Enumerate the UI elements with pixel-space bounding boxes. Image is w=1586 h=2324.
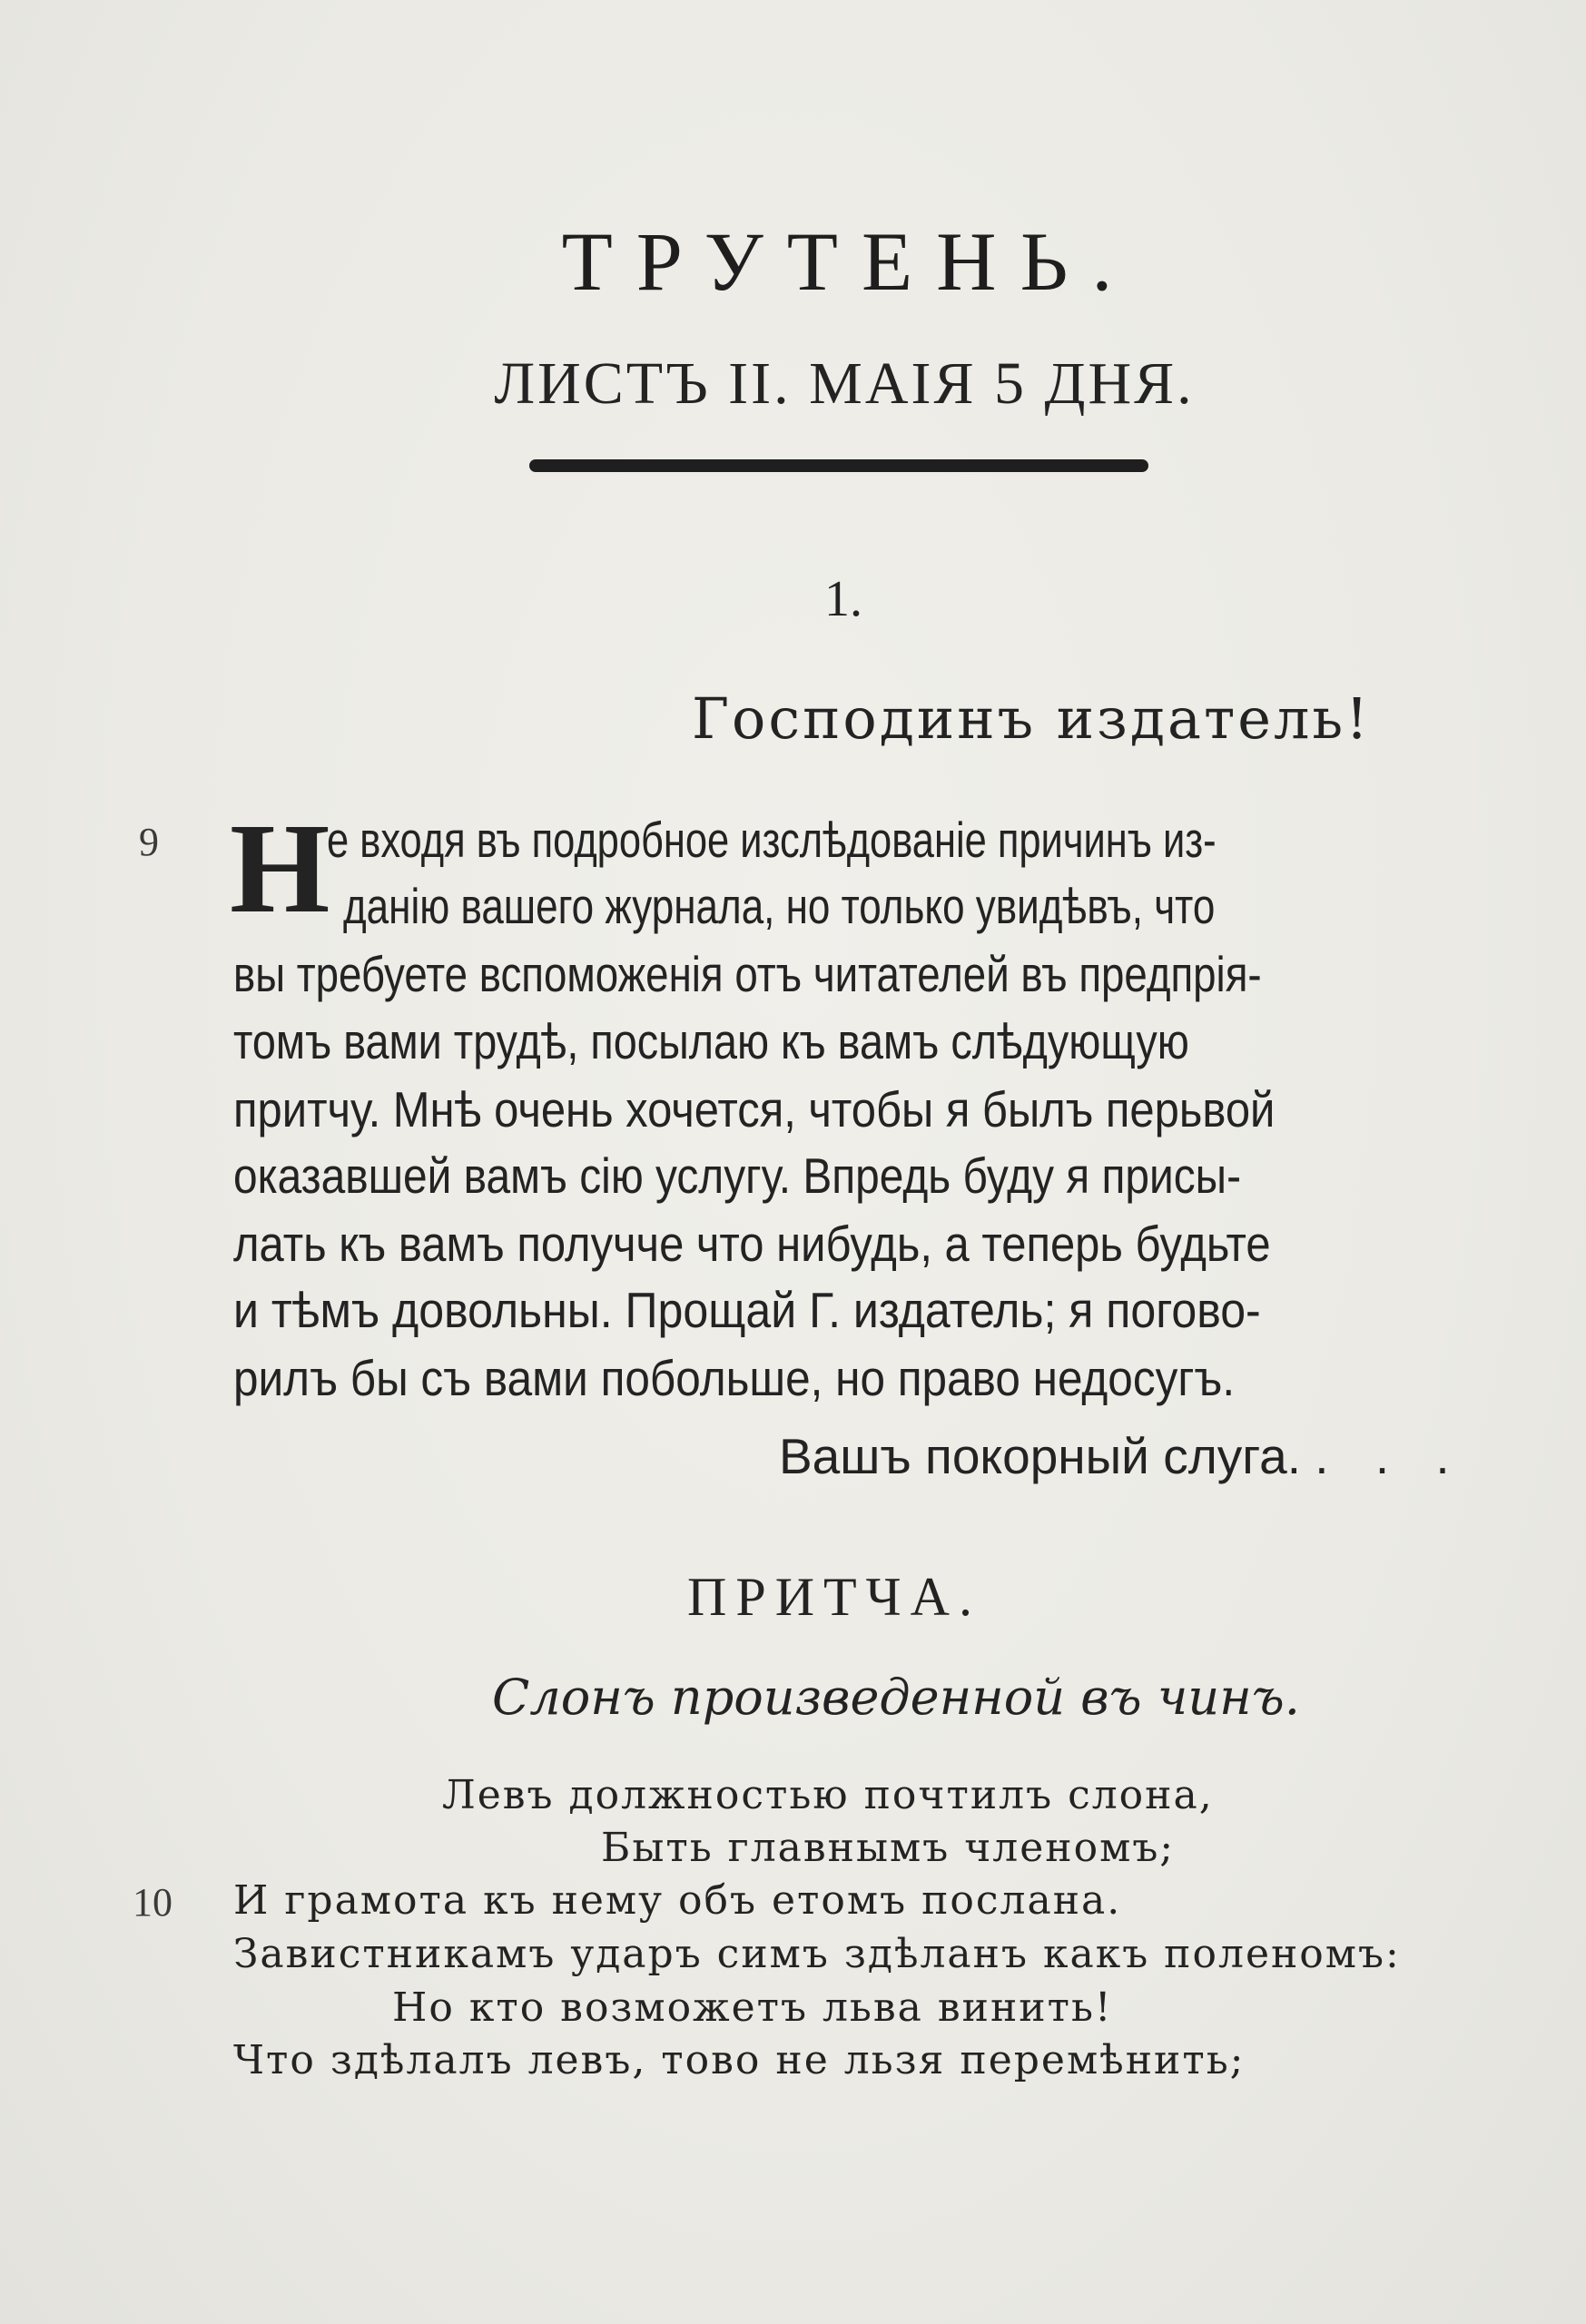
letter-line: е входя въ подробное изслѣдованіе причинъ из-	[327, 812, 1217, 868]
issue-subtitle: ЛИСТЪ II. МАІЯ 5 ДНЯ.	[494, 350, 1195, 417]
poem-title: Слонъ произведенной въ чинъ.	[492, 1669, 1300, 1726]
parable-heading: ПРИТЧА.	[687, 1567, 982, 1627]
salutation: Господинъ издатель!	[692, 685, 1372, 752]
letter-number: 1.	[824, 571, 862, 627]
drop-cap: Н	[230, 796, 330, 940]
verse-line: Что здѣлалъ левъ, тово не льзя перемѣнить;	[233, 2037, 1246, 2083]
letter-line: и тѣмъ довольны. Прощай Г. издатель; я погово-	[233, 1282, 1261, 1338]
verse-line: Левъ должностью почтилъ слона,	[442, 1772, 1214, 1818]
verse-line: Быть главнымъ членомъ;	[601, 1825, 1176, 1871]
signature	[779, 1427, 1466, 1485]
journal-title: ТРУТЕНЬ.	[561, 215, 1137, 308]
verse-line: Завистникамъ ударъ симъ здѣланъ какъ поленомъ:	[233, 1931, 1401, 1977]
letter-line: лать къ вамъ получче что нибудь, а теперь будьте	[233, 1216, 1271, 1272]
verse-line: И грамота къ нему объ етомъ послана.	[233, 1877, 1122, 1924]
page-margin-number: 9	[139, 820, 159, 864]
verse-line: Но кто возможетъ льва винить!	[392, 1984, 1113, 2031]
letter-line: томъ вами трудѣ, посылаю къ вамъ слѣдующую	[233, 1013, 1189, 1069]
letter-line: притчу. Мнѣ очень хочется, чтобы я былъ перьвой	[233, 1081, 1276, 1137]
signature-dots: . . .	[1315, 1428, 1466, 1484]
page-margin-number: 10	[133, 1880, 172, 1925]
letter-line: данію вашего журнала, но только увидѣвъ, что	[343, 878, 1216, 934]
signature-text: Вашъ покорный слуга.	[779, 1428, 1302, 1484]
title-rule	[529, 459, 1148, 472]
letter-line: рилъ бы съ вами побольше, но право недосугъ.	[233, 1350, 1236, 1406]
letter-line: оказавшей вамъ сію услугу. Впредь буду я присы-	[233, 1147, 1242, 1204]
letter-line: вы требуете вспоможенія отъ читателей въ предпрія-	[233, 946, 1262, 1002]
